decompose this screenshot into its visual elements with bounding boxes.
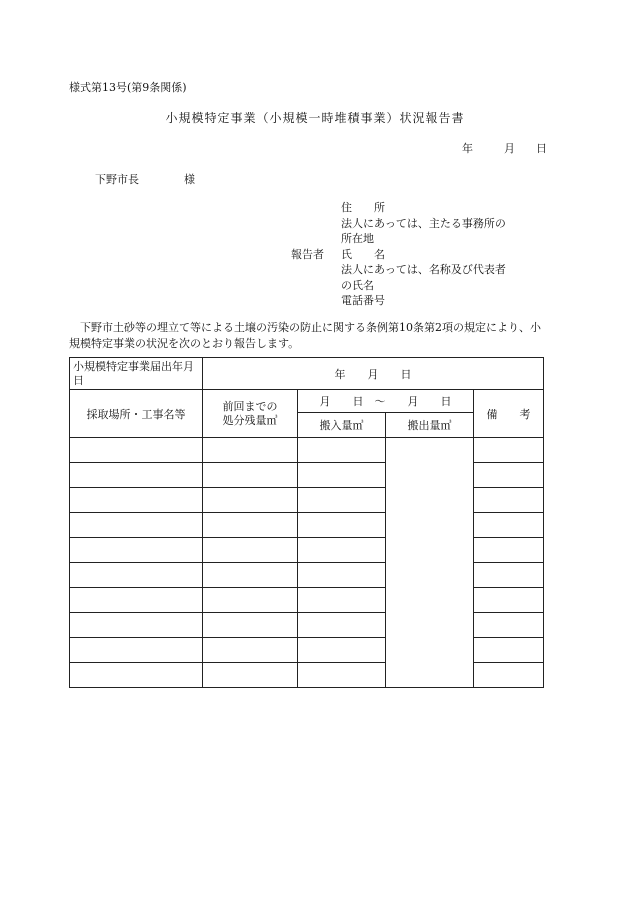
- cell-remarks[interactable]: [474, 463, 544, 488]
- cell-previous[interactable]: [203, 588, 298, 613]
- cell-site[interactable]: [70, 538, 203, 563]
- cell-site[interactable]: [70, 438, 203, 463]
- report-date: [462, 140, 547, 156]
- addressee-honorific: 様: [184, 173, 195, 186]
- reporter-label: 報告者: [291, 248, 324, 261]
- cell-site[interactable]: [70, 613, 203, 638]
- cell-previous[interactable]: [203, 563, 298, 588]
- cell-remarks[interactable]: [474, 488, 544, 513]
- cell-out[interactable]: [386, 438, 474, 688]
- reporter-address-label: 住 所: [341, 201, 385, 214]
- cell-remarks[interactable]: [474, 663, 544, 688]
- cell-in[interactable]: [298, 438, 386, 463]
- cell-remarks[interactable]: [474, 638, 544, 663]
- col-previous-header-text: 前回までの処分残量㎥: [222, 399, 278, 427]
- cell-site[interactable]: [70, 513, 203, 538]
- cell-in[interactable]: [298, 613, 386, 638]
- cell-site[interactable]: [70, 463, 203, 488]
- addressee: [95, 171, 195, 187]
- body-text: 下野市土砂等の埋立て等による土壌の汚染の防止に関する条例第10条第2項の規定により、小規模特定事業の状況を次のとおり報告します。: [69, 321, 541, 350]
- cell-site[interactable]: [70, 588, 203, 613]
- cell-remarks[interactable]: [474, 588, 544, 613]
- report-rows: [70, 438, 544, 688]
- cell-in[interactable]: [298, 538, 386, 563]
- cell-remarks[interactable]: [474, 613, 544, 638]
- date-year: 年: [462, 142, 473, 155]
- cell-previous[interactable]: [203, 663, 298, 688]
- cell-previous[interactable]: [203, 438, 298, 463]
- cell-remarks[interactable]: [474, 563, 544, 588]
- report-table: [69, 357, 544, 688]
- reporter-phone-label: 電話番号: [341, 294, 385, 307]
- notification-date-label: 小規模特定事業届出年月日: [70, 358, 203, 390]
- period-header: 月 日 ～ 月 日: [298, 390, 474, 413]
- cell-site[interactable]: [70, 663, 203, 688]
- document-title: 小規模特定事業（小規模一時堆積事業）状況報告書: [165, 111, 465, 125]
- reporter-name-note-2: の氏名: [341, 278, 374, 292]
- cell-site[interactable]: [70, 488, 203, 513]
- form-number: 様式第13号(第9条関係): [69, 81, 187, 94]
- cell-previous[interactable]: [203, 613, 298, 638]
- cell-in[interactable]: [298, 663, 386, 688]
- col-in-header: 搬入量㎥: [298, 413, 386, 438]
- cell-site[interactable]: [70, 563, 203, 588]
- reporter-address-note-2: 所在地: [341, 232, 374, 245]
- table-row: [70, 438, 544, 463]
- cell-in[interactable]: [298, 563, 386, 588]
- reporter-name-label: 氏 名: [341, 247, 385, 261]
- date-month: 月: [504, 142, 515, 155]
- addressee-name: 下野市長: [95, 173, 139, 186]
- cell-previous[interactable]: [203, 488, 298, 513]
- date-day: 日: [536, 142, 547, 155]
- cell-previous[interactable]: [203, 538, 298, 563]
- cell-remarks[interactable]: [474, 513, 544, 538]
- cell-site[interactable]: [70, 638, 203, 663]
- cell-previous[interactable]: [203, 638, 298, 663]
- reporter-fields: [341, 200, 506, 309]
- col-out-header: 搬出量㎥: [386, 413, 474, 438]
- col-remarks-header: 備 考: [474, 390, 544, 438]
- notification-date-value[interactable]: 年 月 日: [203, 358, 544, 390]
- col-site-header: 採取場所・工事名等: [70, 390, 203, 438]
- cell-remarks[interactable]: [474, 538, 544, 563]
- cell-previous[interactable]: [203, 463, 298, 488]
- cell-in[interactable]: [298, 513, 386, 538]
- reporter-address-note: 法人にあっては、主たる事務所の: [341, 216, 506, 230]
- col-previous-header: [203, 390, 298, 438]
- cell-in[interactable]: [298, 488, 386, 513]
- cell-in[interactable]: [298, 463, 386, 488]
- cell-remarks[interactable]: [474, 438, 544, 463]
- cell-in[interactable]: [298, 588, 386, 613]
- reporter-name-note: 法人にあっては、名称及び代表者: [341, 263, 506, 276]
- cell-previous[interactable]: [203, 513, 298, 538]
- cell-in[interactable]: [298, 638, 386, 663]
